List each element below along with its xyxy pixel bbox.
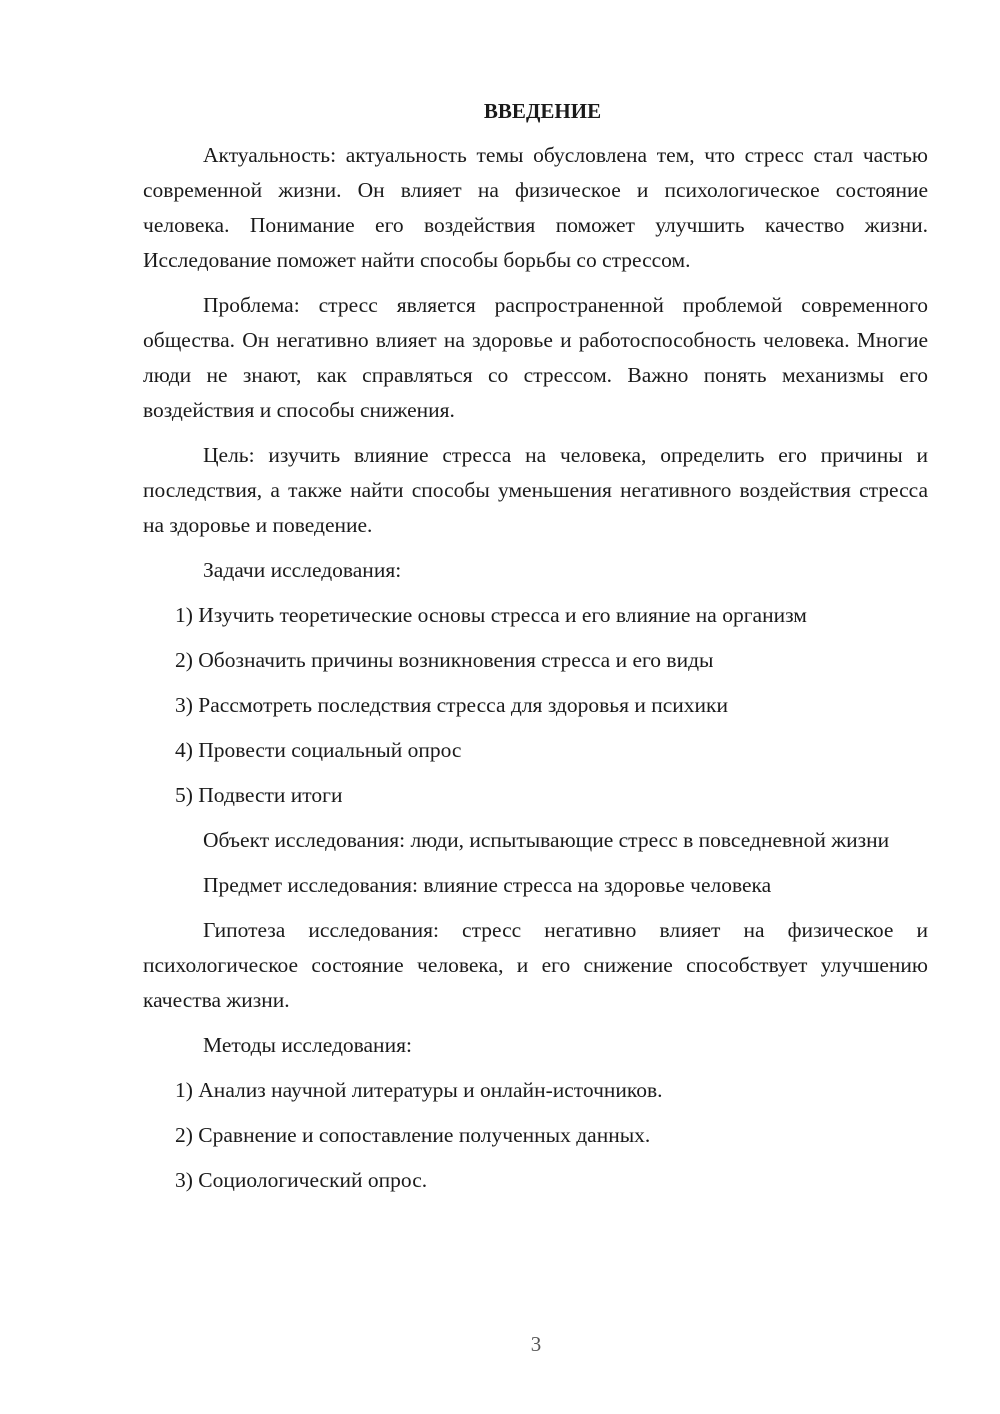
- methods-heading: Методы исследования:: [203, 1033, 412, 1057]
- methods-list: [143, 1073, 928, 1198]
- subject-paragraph: Предмет исследования: влияние стресса на здоровье человека: [203, 873, 772, 897]
- list-item: 1) Изучить теоретические основы стресса и его влияние на организм: [175, 603, 807, 627]
- goal-paragraph: Цель: изучить влияние стресса на человека, определить его причины и последствия, а также найти способы уменьшения негативного воздействия стресса на здоровье и поведение.: [143, 443, 928, 537]
- tasks-list: [143, 598, 928, 813]
- list-item: 2) Сравнение и сопоставление полученных данных.: [175, 1123, 651, 1147]
- list-item: 5) Подвести итоги: [175, 783, 343, 807]
- list-item: 2) Обозначить причины возникновения стресса и его виды: [175, 648, 714, 672]
- hypothesis-paragraph: Гипотеза исследования: стресс негативно влияет на физическое и психологическое состояние человека, и его снижение способствует улучшению качества жизни.: [143, 918, 928, 1012]
- list-item: 1) Анализ научной литературы и онлайн-источников.: [175, 1078, 663, 1102]
- document-page: [143, 94, 928, 1208]
- list-item: 4) Провести социальный опрос: [175, 738, 462, 762]
- tasks-heading: Задачи исследования:: [203, 558, 402, 582]
- list-item: 3) Рассмотреть последствия стресса для здоровья и психики: [175, 693, 728, 717]
- page-number: 3: [530, 1332, 542, 1356]
- list-item: 3) Социологический опрос.: [175, 1168, 428, 1192]
- relevance-paragraph: Актуальность: актуальность темы обусловлена тем, что стресс стал частью современной жизни. Он влияет на физическое и психологическое состояние человека. Понимание его воздействия поможет улучшить качество жизни. Исследование поможет найти способы борьбы со стрессом.: [143, 143, 928, 272]
- page-title: ВВЕДЕНИЕ: [483, 99, 602, 123]
- problem-paragraph: Проблема: стресс является распространенной проблемой современного общества. Он негативно влияет на здоровье и работоспособность человека. Многие люди не знают, как справляться со стрессом. Важно понять механизмы его воздействия и способы снижения.: [143, 293, 928, 422]
- object-paragraph: Объект исследования: люди, испытывающие стресс в повседневной жизни: [203, 828, 890, 852]
